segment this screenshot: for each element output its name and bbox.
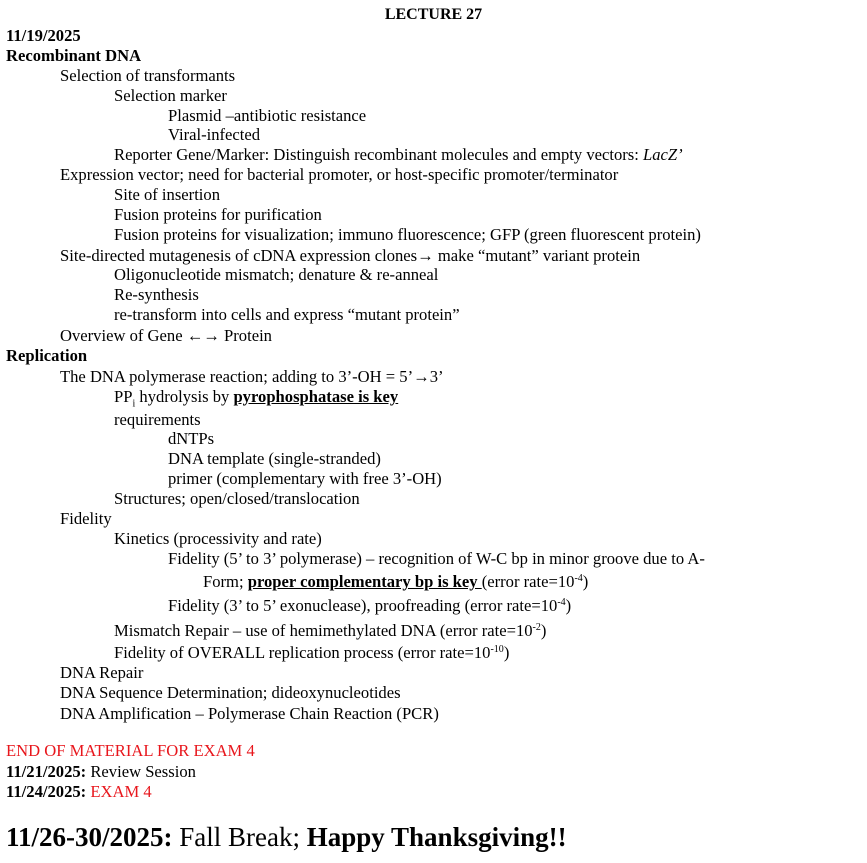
item-selection-transformants: Selection of transformants [60,66,236,85]
item-oligonucleotide-mismatch: Oligonucleotide mismatch; denature & re-anneal [114,265,439,284]
fid53-key-phrase: proper complementary bp is key [247,572,482,591]
item-retransform: re-transform into cells and express “mutant protein” [114,305,460,324]
fid35-rate-close: ) [565,596,572,615]
overall-rate-exponent: -10 [490,644,504,655]
item-resynthesis: Re-synthesis [114,285,199,304]
ppi-pp: PP [114,387,133,406]
break-date: 11/26-30/2025: [6,822,173,852]
item-overall-fidelity [114,643,509,663]
exam-label: EXAM 4 [86,782,152,801]
item-requirements: requirements [114,410,201,429]
schedule-review [6,762,196,782]
item-dntps: dNTPs [168,429,215,448]
fall-break-banner [6,821,567,853]
end-of-material: END OF MATERIAL FOR EXAM 4 [6,741,255,760]
item-site-of-insertion: Site of insertion [114,185,221,204]
section-recombinant-dna: Recombinant DNA [6,46,142,65]
mismatch-text: Mismatch Repair – use of hemimethylated DNA (error rate=10 [114,621,533,640]
review-label: Review Session [86,762,196,781]
exam-date: 11/24/2025: [6,782,87,801]
thanksgiving-text: Happy Thanksgiving!! [306,822,567,852]
ppi-text: hydrolysis by [135,387,234,406]
item-dna-repair: DNA Repair [60,663,144,682]
item-mismatch-repair [114,621,546,641]
item-fidelity-35 [168,596,571,616]
fid35-text: Fidelity (3’ to 5’ exonuclease), proofreading (error rate=10 [168,596,558,615]
item-site-directed-mutagenesis: Site-directed mutagenesis of cDNA expression clones→ make “mutant” variant protein [60,246,641,265]
item-dna-template: DNA template (single-stranded) [168,449,381,468]
item-dna-amplification: DNA Amplification – Polymerase Chain Reaction (PCR) [60,704,439,723]
fid53-rate: (error rate=10 [481,572,575,591]
item-selection-marker: Selection marker [114,86,227,105]
lecture-title: LECTURE 27 [384,6,483,23]
overall-rate-close: ) [503,643,510,662]
ppi-subscript: i [132,398,136,410]
mismatch-rate-exponent: -2 [532,622,541,633]
fid53-prefix: Form; [203,572,248,591]
item-viral-infected: Viral-infected [168,125,261,144]
item-expression-vector: Expression vector; need for bacterial promoter, or host-specific promoter/terminator [60,165,619,184]
item-overview-gene-protein: Overview of Gene ←→ Protein [60,326,272,345]
item-plasmid: Plasmid –antibiotic resistance [168,106,367,125]
reporter-lacz: LacZ’ [643,145,683,164]
item-structures: Structures; open/closed/translocation [114,489,360,508]
item-fidelity-53-line2 [203,572,588,592]
item-dna-sequence: DNA Sequence Determination; dideoxynucleotides [60,683,401,702]
item-primer: primer (complementary with free 3’-OH) [168,469,442,488]
break-text: Fall Break; [172,822,307,852]
reporter-text: Reporter Gene/Marker: Distinguish recombinant molecules and empty vectors: [114,145,644,164]
section-replication: Replication [6,346,88,365]
review-date: 11/21/2025: [6,762,87,781]
fid35-rate-exponent: -4 [557,597,566,608]
schedule-exam [6,782,152,802]
item-ppi-hydrolysis [114,387,399,410]
item-polymerase-reaction: The DNA polymerase reaction; adding to 3’-OH = 5’→3’ [60,367,444,386]
item-fusion-visualization: Fusion proteins for visualization; immuno fluorescence; GFP (green fluorescent protein) [114,225,701,244]
mismatch-rate-close: ) [540,621,547,640]
item-kinetics: Kinetics (processivity and rate) [114,529,322,548]
item-fusion-purification: Fusion proteins for purification [114,205,322,224]
item-fidelity: Fidelity [60,509,112,528]
ppi-key-phrase: pyrophosphatase is key [233,387,399,406]
overall-text: Fidelity of OVERALL replication process (error rate=10 [114,643,491,662]
item-reporter-gene [114,145,683,165]
item-fidelity-53-line1: Fidelity (5’ to 3’ polymerase) – recognition of W-C bp in minor groove due to A- [168,549,705,568]
fid53-rate-exponent: -4 [574,573,583,584]
fid53-rate-close: ) [582,572,589,591]
date-lecture: 11/19/2025 [6,26,81,45]
